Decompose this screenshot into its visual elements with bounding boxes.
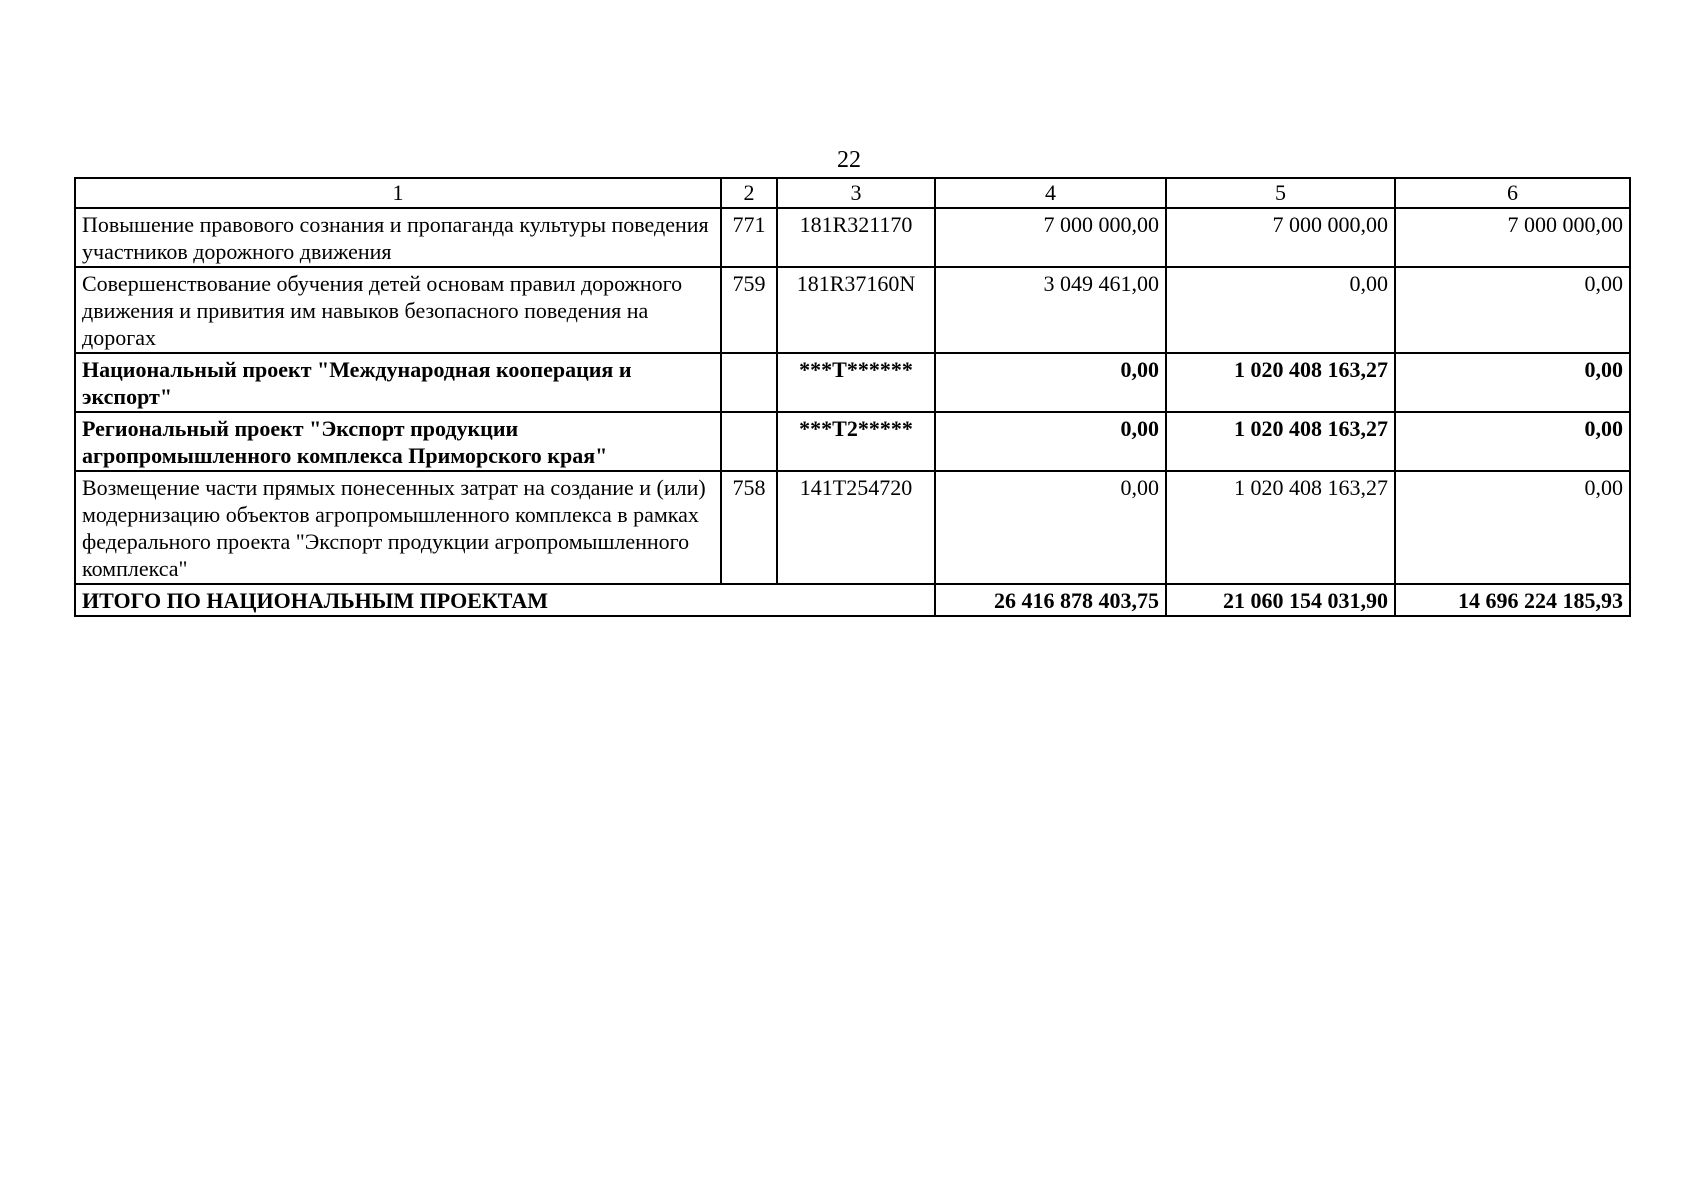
- row-code-target: 181R321170: [777, 208, 935, 267]
- header-cell-3: 3: [777, 178, 935, 208]
- row-value-col4: 3 049 461,00: [935, 267, 1166, 353]
- row-name: Региональный проект "Экспорт продукции агропромышленного комплекса Приморского края": [75, 412, 721, 471]
- row-value-col6: 0,00: [1395, 353, 1630, 412]
- row-value-col4: 0,00: [935, 353, 1166, 412]
- table-total-row: [75, 584, 1630, 616]
- row-code-target: 181R37160N: [777, 267, 935, 353]
- row-name: Совершенствование обучения детей основам правил дорожного движения и привития им навыков безопасного поведения на дорогах: [75, 267, 721, 353]
- row-value-col5: 1 020 408 163,27: [1166, 412, 1395, 471]
- header-cell-2: 2: [721, 178, 777, 208]
- table-header-row: [75, 178, 1630, 208]
- total-value-col6: 14 696 224 185,93: [1395, 584, 1630, 616]
- row-name: Возмещение части прямых понесенных затрат на создание и (или) модернизацию объектов агропромышленного комплекса в рамках федерального проекта "Экспорт продукции агропромышленного комплекса": [75, 471, 721, 584]
- header-cell-1: 1: [75, 178, 721, 208]
- header-cell-5: 5: [1166, 178, 1395, 208]
- row-value-col6: 0,00: [1395, 471, 1630, 584]
- row-code-department: [721, 412, 777, 471]
- table-row: [75, 471, 1630, 584]
- total-value-col4: 26 416 878 403,75: [935, 584, 1166, 616]
- row-code-department: 771: [721, 208, 777, 267]
- row-value-col6: 7 000 000,00: [1395, 208, 1630, 267]
- row-code-department: 758: [721, 471, 777, 584]
- budget-table: [74, 177, 1631, 617]
- row-value-col4: 7 000 000,00: [935, 208, 1166, 267]
- table-row: [75, 353, 1630, 412]
- row-value-col6: 0,00: [1395, 267, 1630, 353]
- row-code-target: 141T254720: [777, 471, 935, 584]
- total-label: ИТОГО ПО НАЦИОНАЛЬНЫМ ПРОЕКТАМ: [75, 584, 935, 616]
- header-cell-6: 6: [1395, 178, 1630, 208]
- row-code-target: ***T******: [777, 353, 935, 412]
- header-cell-4: 4: [935, 178, 1166, 208]
- table-row: [75, 267, 1630, 353]
- row-name: Повышение правового сознания и пропаганда культуры поведения участников дорожного движения: [75, 208, 721, 267]
- row-value-col4: 0,00: [935, 471, 1166, 584]
- row-value-col5: 1 020 408 163,27: [1166, 353, 1395, 412]
- row-code-department: [721, 353, 777, 412]
- row-value-col5: 1 020 408 163,27: [1166, 471, 1395, 584]
- row-value-col6: 0,00: [1395, 412, 1630, 471]
- row-value-col5: 7 000 000,00: [1166, 208, 1395, 267]
- total-value-col5: 21 060 154 031,90: [1166, 584, 1395, 616]
- row-name: Национальный проект "Международная кооперация и экспорт": [75, 353, 721, 412]
- row-value-col4: 0,00: [935, 412, 1166, 471]
- row-code-department: 759: [721, 267, 777, 353]
- page-number: 22: [837, 147, 861, 173]
- table-row: [75, 208, 1630, 267]
- row-value-col5: 0,00: [1166, 267, 1395, 353]
- table-row: [75, 412, 1630, 471]
- row-code-target: ***T2*****: [777, 412, 935, 471]
